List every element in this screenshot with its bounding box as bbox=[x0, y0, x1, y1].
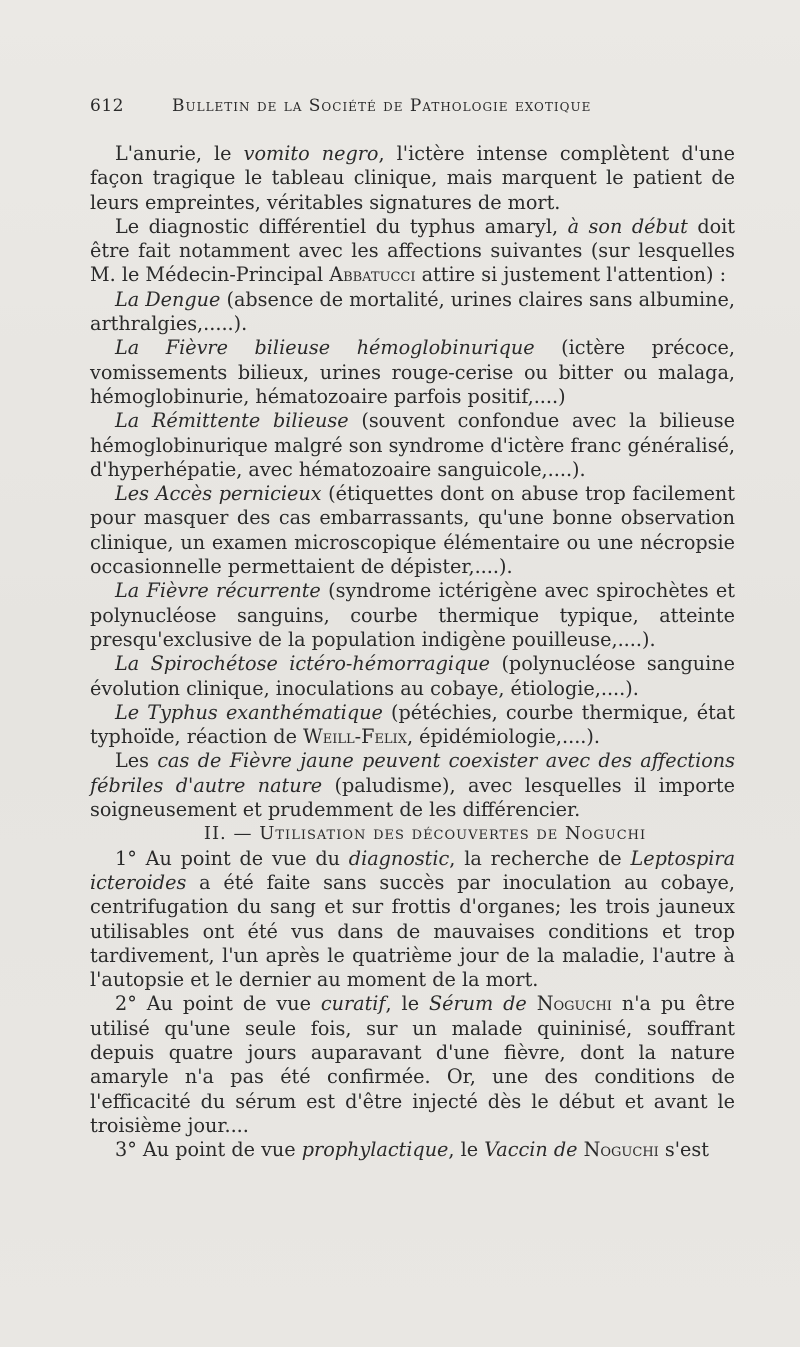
author-name: Noguchi bbox=[583, 1138, 659, 1162]
paragraph-1 bbox=[90, 142, 735, 215]
text-run: Les bbox=[115, 749, 158, 773]
text-run: doit être fait notamment avec les affections suivantes (sur lesquelles M. le Médecin-Principal bbox=[90, 214, 735, 287]
paragraph-fievre-bilieuse bbox=[90, 336, 735, 409]
paragraph-fievre-recurrente bbox=[90, 579, 735, 652]
text-run: (absence de mortalité, urines claires sans albumine, arthralgies,.....). bbox=[90, 287, 735, 336]
disease-name: La Fièvre bilieuse hémoglobinurique bbox=[115, 336, 535, 360]
disease-name: La Spirochétose ictéro-hémorragique bbox=[115, 652, 491, 676]
disease-name: La Rémittente bilieuse bbox=[115, 409, 349, 433]
text-run: , le bbox=[385, 992, 429, 1016]
author-name: Noguchi bbox=[536, 992, 612, 1016]
text-run-italic: diagnostic bbox=[348, 846, 450, 870]
text-run: attire si justement l'attention) : bbox=[415, 263, 727, 287]
paragraph-remittente bbox=[90, 409, 735, 482]
paragraph-spirochetose bbox=[90, 652, 735, 701]
text-run: , la recherche de bbox=[449, 846, 631, 870]
paragraph-acces-pernicieux bbox=[90, 482, 735, 579]
disease-name: La Dengue bbox=[115, 287, 221, 311]
journal-title: Bulletin de la Société de Pathologie exotique bbox=[172, 96, 592, 116]
text-run: (étiquettes dont on abuse trop facilement pour masquer des cas embarrassants, qu'une bonne observation clinique, un examen microscopique élémentaire ou une nécropsie occasionnelle permettaient de dépister,....). bbox=[90, 482, 735, 579]
paragraph-typhus bbox=[90, 701, 735, 750]
disease-name: Le Typhus exanthématique bbox=[115, 700, 383, 724]
text-run-italic: Vaccin de bbox=[484, 1138, 578, 1162]
page-number: 612 bbox=[90, 96, 124, 116]
species-name: Leptospira icteroides bbox=[90, 846, 736, 894]
text-run: , le bbox=[448, 1138, 485, 1162]
text-run-italic: cas de Fièvre jaune peuvent coexister avec des affections fébriles d'autre nature bbox=[90, 749, 736, 797]
text-run-italic: Sérum de bbox=[428, 992, 527, 1016]
text-run-italic: à son début bbox=[567, 214, 688, 238]
text-run: 1° Au point de vue du bbox=[115, 846, 349, 870]
text-run: L'anurie, le bbox=[115, 142, 244, 165]
section-heading: II. — Utilisation des découvertes de Noguchi bbox=[203, 823, 647, 845]
text-run bbox=[527, 992, 537, 1015]
paragraph-coexist bbox=[90, 749, 735, 822]
paragraph-diagnostic bbox=[90, 847, 735, 993]
paragraph-curatif bbox=[90, 992, 735, 1138]
text-run: a été faite sans succès par inoculation au cobaye, centrifugation du sang et sur frottis d'organes; les trois jauneux utilisables ont été vus dans de mauvaises conditions et trop tardivement, l'un après le quatrième jour de la maladie, l'autre à l'autopsie et le dernier au moment de la mort. bbox=[90, 870, 735, 992]
author-name: Abbatucci bbox=[329, 263, 416, 287]
text-run: (paludisme), avec lesquelles il importe soigneusement et prudemment de les différencier. bbox=[90, 773, 735, 822]
paragraph-2 bbox=[90, 215, 735, 288]
text-run: (polynucléose sanguine évolution clinique, inoculations au cobaye, étiologie,....). bbox=[90, 652, 735, 700]
author-name: Weill-Felix bbox=[303, 725, 407, 749]
text-run: (pétéchies, courbe thermique, état typhoïde, réaction de bbox=[90, 700, 735, 749]
article-body bbox=[90, 142, 735, 1162]
text-run-italic: prophylactique bbox=[301, 1138, 449, 1162]
paragraph-dengue bbox=[90, 288, 735, 337]
text-run: 2° Au point de vue bbox=[115, 992, 321, 1016]
disease-name: La Fièvre récurrente bbox=[115, 579, 321, 603]
text-run: n'a pu être utilisé qu'une seule fois, sur un malade quininisé, souffrant depuis quatre jours auparavant d'une fièvre, dont la nature amaryle n'a pas été confirmée. Or, une des conditions de l'efficacité du sérum est d'être injecté dès le début et avant le troisième jour.... bbox=[90, 992, 735, 1137]
disease-name: Les Accès pernicieux bbox=[115, 482, 322, 506]
text-run: (souvent confondue avec la bilieuse hémoglobinurique malgré son syndrome d'ictère franc généralisé, d'hyperhépatie, avec hématozoaire sanguicole,....). bbox=[90, 409, 735, 481]
text-run: , épidémiologie,....). bbox=[406, 725, 600, 749]
text-run-italic: vomito negro bbox=[243, 142, 379, 165]
text-run: 3° Au point de vue bbox=[115, 1138, 302, 1162]
text-run: Le diagnostic différentiel du typhus amaryl, bbox=[115, 214, 568, 238]
text-run-italic: curatif bbox=[320, 992, 386, 1016]
text-run: , l'ictère intense complètent d'une façon tragique le tableau clinique, mais marquent le patient de leurs empreintes, véritables signatures de mort. bbox=[90, 142, 736, 214]
text-run: s'est bbox=[658, 1138, 709, 1162]
text-run: (ictère précoce, vomissements bilieux, urines rouge-cerise ou bitter ou malaga, hémoglobinurie, hématozoaire parfois positif,....) bbox=[90, 336, 735, 408]
paragraph-prophylactique bbox=[90, 1138, 735, 1162]
text-run: (syndrome ictérigène avec spirochètes et polynucléose sanguins, courbe thermique typique, atteinte presqu'exclusive de la population indigène pouilleuse,....). bbox=[90, 579, 735, 651]
